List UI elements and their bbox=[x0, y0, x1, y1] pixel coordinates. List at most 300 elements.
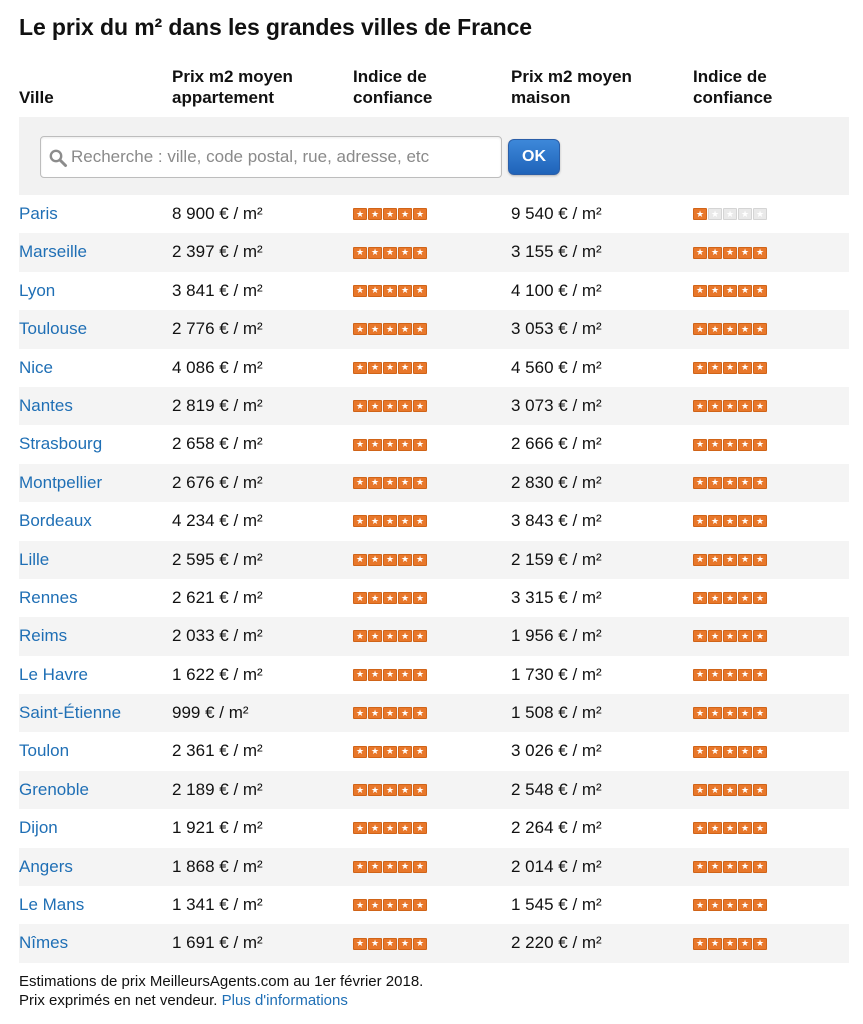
table-row bbox=[19, 541, 849, 579]
confiance-appartement bbox=[353, 464, 427, 502]
confidence-rating bbox=[353, 195, 427, 233]
prix-appartement: 1 921 € / m² bbox=[172, 818, 263, 838]
header-prix-maison bbox=[511, 66, 632, 108]
star-icon: ★ bbox=[738, 707, 752, 719]
star-icon: ★ bbox=[753, 630, 767, 642]
prix-maison: 1 545 € / m² bbox=[511, 895, 602, 915]
star-icon: ★ bbox=[368, 323, 382, 335]
confidence-rating bbox=[693, 579, 767, 617]
star-icon: ★ bbox=[353, 630, 367, 642]
prix-maison: 3 053 € / m² bbox=[511, 319, 602, 339]
confidence-rating bbox=[693, 272, 767, 310]
city-link[interactable]: Rennes bbox=[19, 587, 78, 607]
confidence-rating bbox=[693, 541, 767, 579]
header-confiance-appartement-line1: Indice de bbox=[353, 67, 427, 86]
confiance-appartement bbox=[353, 771, 427, 809]
confiance-maison bbox=[693, 809, 767, 847]
star-icon: ★ bbox=[368, 208, 382, 220]
star-icon: ★ bbox=[738, 515, 752, 527]
confiance-maison bbox=[693, 464, 767, 502]
star-icon: ★ bbox=[693, 439, 707, 451]
star-icon: ★ bbox=[398, 822, 412, 834]
city-link[interactable]: Grenoble bbox=[19, 779, 89, 799]
table-row bbox=[19, 272, 849, 310]
star-icon: ★ bbox=[723, 439, 737, 451]
star-icon: ★ bbox=[753, 323, 767, 335]
star-icon: ★ bbox=[708, 592, 722, 604]
footer-line2 bbox=[19, 991, 423, 1010]
confidence-rating bbox=[693, 809, 767, 847]
star-icon: ★ bbox=[368, 938, 382, 950]
city-link[interactable]: Lyon bbox=[19, 280, 56, 300]
confidence-rating bbox=[353, 694, 427, 732]
confiance-appartement bbox=[353, 502, 427, 540]
prix-appartement: 2 776 € / m² bbox=[172, 319, 263, 339]
city-link[interactable]: Lille bbox=[19, 549, 50, 569]
header-prix-appartement-line1: Prix m2 moyen bbox=[172, 67, 293, 86]
star-icon: ★ bbox=[353, 400, 367, 412]
star-icon: ★ bbox=[723, 515, 737, 527]
prix-maison: 1 508 € / m² bbox=[511, 703, 602, 723]
city-link[interactable]: Montpellier bbox=[19, 472, 103, 492]
star-icon: ★ bbox=[383, 285, 397, 297]
star-icon: ★ bbox=[693, 669, 707, 681]
star-icon: ★ bbox=[383, 247, 397, 259]
confiance-maison bbox=[693, 656, 767, 694]
city-link[interactable]: Angers bbox=[19, 856, 73, 876]
prix-maison: 4 560 € / m² bbox=[511, 357, 602, 377]
star-icon: ★ bbox=[723, 554, 737, 566]
confiance-appartement bbox=[353, 732, 427, 770]
star-icon: ★ bbox=[368, 554, 382, 566]
star-icon: ★ bbox=[413, 707, 427, 719]
star-icon: ★ bbox=[738, 400, 752, 412]
star-icon: ★ bbox=[738, 746, 752, 758]
city-link[interactable]: Le Havre bbox=[19, 664, 88, 684]
table-row bbox=[19, 579, 849, 617]
star-icon: ★ bbox=[708, 784, 722, 796]
confiance-appartement bbox=[353, 924, 427, 962]
star-icon: ★ bbox=[708, 938, 722, 950]
city-link[interactable]: Paris bbox=[19, 204, 58, 223]
star-icon: ★ bbox=[693, 515, 707, 527]
table-row bbox=[19, 502, 849, 540]
prix-maison: 2 548 € / m² bbox=[511, 779, 602, 799]
star-icon: ★ bbox=[383, 362, 397, 374]
city-link[interactable]: Nice bbox=[19, 357, 54, 377]
prix-maison: 3 026 € / m² bbox=[511, 741, 602, 761]
star-icon: ★ bbox=[708, 247, 722, 259]
city-link[interactable]: Marseille bbox=[19, 242, 88, 262]
star-icon: ★ bbox=[708, 746, 722, 758]
table-row bbox=[19, 425, 849, 463]
star-icon: ★ bbox=[383, 746, 397, 758]
star-icon: ★ bbox=[708, 822, 722, 834]
star-icon: ★ bbox=[398, 592, 412, 604]
city-link[interactable]: Nîmes bbox=[19, 933, 69, 953]
star-icon: ★ bbox=[413, 247, 427, 259]
star-icon: ★ bbox=[383, 554, 397, 566]
star-icon: ★ bbox=[383, 784, 397, 796]
prix-maison: 3 155 € / m² bbox=[511, 242, 602, 262]
header-prix-maison-line2: maison bbox=[511, 88, 571, 107]
prix-maison: 1 956 € / m² bbox=[511, 626, 602, 646]
star-icon: ★ bbox=[723, 746, 737, 758]
star-icon: ★ bbox=[738, 630, 752, 642]
confiance-appartement bbox=[353, 579, 427, 617]
star-icon: ★ bbox=[753, 247, 767, 259]
star-icon: ★ bbox=[693, 477, 707, 489]
star-icon: ★ bbox=[413, 477, 427, 489]
star-icon: ★ bbox=[353, 285, 367, 297]
star-icon: ★ bbox=[723, 938, 737, 950]
confidence-rating bbox=[353, 579, 427, 617]
star-icon: ★ bbox=[368, 822, 382, 834]
star-icon: ★ bbox=[383, 899, 397, 911]
star-icon: ★ bbox=[398, 439, 412, 451]
star-icon: ★ bbox=[693, 554, 707, 566]
header-prix-appartement bbox=[172, 66, 293, 108]
star-icon: ★ bbox=[413, 515, 427, 527]
confidence-rating bbox=[353, 272, 427, 310]
star-icon: ★ bbox=[693, 592, 707, 604]
table-row bbox=[19, 464, 849, 502]
confidence-rating bbox=[693, 425, 767, 463]
prix-maison: 4 100 € / m² bbox=[511, 280, 602, 300]
prix-maison: 1 730 € / m² bbox=[511, 664, 602, 684]
table-row bbox=[19, 310, 849, 348]
star-icon: ★ bbox=[368, 861, 382, 873]
table-row bbox=[19, 848, 849, 886]
prix-maison: 2 830 € / m² bbox=[511, 472, 602, 492]
star-icon: ★ bbox=[383, 323, 397, 335]
prix-appartement: 2 595 € / m² bbox=[172, 549, 263, 569]
confiance-maison bbox=[693, 694, 767, 732]
star-icon: ★ bbox=[353, 515, 367, 527]
confiance-maison bbox=[693, 579, 767, 617]
city-link[interactable]: Bordeaux bbox=[19, 511, 92, 531]
confiance-appartement bbox=[353, 195, 427, 233]
prix-appartement: 1 622 € / m² bbox=[172, 664, 263, 684]
star-icon: ★ bbox=[753, 362, 767, 374]
star-icon: ★ bbox=[723, 247, 737, 259]
star-icon: ★ bbox=[708, 400, 722, 412]
confiance-maison bbox=[693, 502, 767, 540]
prix-maison: 2 666 € / m² bbox=[511, 434, 602, 454]
confiance-maison bbox=[693, 924, 767, 962]
star-icon: ★ bbox=[723, 669, 737, 681]
confidence-rating bbox=[693, 464, 767, 502]
star-icon: ★ bbox=[353, 784, 367, 796]
confiance-appartement bbox=[353, 886, 427, 924]
confidence-rating bbox=[693, 195, 767, 233]
confidence-rating bbox=[353, 233, 427, 271]
table-row bbox=[19, 771, 849, 809]
prix-appartement: 2 361 € / m² bbox=[172, 741, 263, 761]
prix-appartement: 3 841 € / m² bbox=[172, 280, 263, 300]
star-icon: ★ bbox=[738, 784, 752, 796]
table-row bbox=[19, 886, 849, 924]
star-icon: ★ bbox=[738, 439, 752, 451]
confidence-rating bbox=[353, 541, 427, 579]
star-icon: ★ bbox=[723, 822, 737, 834]
confidence-rating bbox=[693, 387, 767, 425]
star-icon: ★ bbox=[753, 938, 767, 950]
prix-appartement: 2 189 € / m² bbox=[172, 779, 263, 799]
search-input[interactable] bbox=[71, 137, 499, 177]
header-confiance-appartement bbox=[353, 66, 432, 108]
city-link[interactable]: Dijon bbox=[19, 818, 58, 838]
star-icon: ★ bbox=[693, 938, 707, 950]
star-icon: ★ bbox=[738, 285, 752, 297]
city-link[interactable]: Nantes bbox=[19, 395, 73, 415]
star-icon: ★ bbox=[723, 861, 737, 873]
table-row bbox=[19, 195, 849, 233]
star-icon: ★ bbox=[693, 247, 707, 259]
confidence-rating bbox=[353, 886, 427, 924]
star-icon: ★ bbox=[708, 515, 722, 527]
star-icon: ★ bbox=[383, 439, 397, 451]
confidence-rating bbox=[353, 656, 427, 694]
star-icon: ★ bbox=[693, 323, 707, 335]
confidence-rating bbox=[693, 694, 767, 732]
star-icon: ★ bbox=[413, 285, 427, 297]
star-icon: ★ bbox=[368, 247, 382, 259]
confiance-appartement bbox=[353, 387, 427, 425]
confidence-rating bbox=[693, 886, 767, 924]
star-icon: ★ bbox=[353, 861, 367, 873]
header-prix-maison-line1: Prix m2 moyen bbox=[511, 67, 632, 86]
city-link[interactable]: Saint-Étienne bbox=[19, 703, 122, 723]
star-icon: ★ bbox=[693, 630, 707, 642]
star-icon: ★ bbox=[753, 285, 767, 297]
city-link[interactable]: Toulouse bbox=[19, 319, 88, 339]
star-icon: ★ bbox=[413, 439, 427, 451]
star-icon: ★ bbox=[353, 323, 367, 335]
star-icon: ★ bbox=[693, 784, 707, 796]
table-row bbox=[19, 809, 849, 847]
star-icon: ★ bbox=[413, 554, 427, 566]
star-icon: ★ bbox=[708, 439, 722, 451]
prix-appartement: 999 € / m² bbox=[172, 703, 249, 723]
star-icon: ★ bbox=[353, 746, 367, 758]
confidence-rating bbox=[353, 502, 427, 540]
star-icon: ★ bbox=[383, 861, 397, 873]
star-icon: ★ bbox=[723, 400, 737, 412]
confidence-rating bbox=[353, 464, 427, 502]
star-icon: ★ bbox=[753, 707, 767, 719]
star-icon: ★ bbox=[413, 208, 427, 220]
header-confiance-appartement-line2: confiance bbox=[353, 88, 433, 107]
prix-appartement: 2 676 € / m² bbox=[172, 472, 263, 492]
star-icon: ★ bbox=[693, 208, 707, 220]
star-icon: ★ bbox=[368, 592, 382, 604]
confidence-rating bbox=[353, 310, 427, 348]
star-icon: ★ bbox=[368, 515, 382, 527]
star-icon: ★ bbox=[353, 707, 367, 719]
confidence-rating bbox=[693, 771, 767, 809]
city-link[interactable]: Toulon bbox=[19, 741, 70, 761]
star-icon: ★ bbox=[693, 400, 707, 412]
star-icon: ★ bbox=[398, 899, 412, 911]
star-icon: ★ bbox=[413, 400, 427, 412]
header-confiance-maison-line2: confiance bbox=[693, 88, 773, 107]
star-icon: ★ bbox=[383, 707, 397, 719]
star-icon: ★ bbox=[753, 784, 767, 796]
star-icon: ★ bbox=[693, 899, 707, 911]
star-icon: ★ bbox=[353, 554, 367, 566]
confiance-appartement bbox=[353, 694, 427, 732]
star-icon: ★ bbox=[723, 707, 737, 719]
confiance-appartement bbox=[353, 272, 427, 310]
star-icon: ★ bbox=[708, 630, 722, 642]
city-link[interactable]: Le Mans bbox=[19, 895, 85, 915]
prix-appartement: 1 341 € / m² bbox=[172, 895, 263, 915]
confiance-appartement bbox=[353, 656, 427, 694]
prix-maison: 2 159 € / m² bbox=[511, 549, 602, 569]
star-icon: ★ bbox=[398, 861, 412, 873]
star-icon: ★ bbox=[398, 669, 412, 681]
confidence-rating bbox=[353, 732, 427, 770]
star-icon: ★ bbox=[368, 669, 382, 681]
prix-maison: 3 073 € / m² bbox=[511, 395, 602, 415]
star-icon: ★ bbox=[368, 362, 382, 374]
star-icon: ★ bbox=[738, 669, 752, 681]
star-icon: ★ bbox=[353, 669, 367, 681]
search-icon bbox=[48, 148, 68, 168]
star-icon: ★ bbox=[708, 669, 722, 681]
confidence-rating bbox=[353, 349, 427, 387]
confiance-appartement bbox=[353, 809, 427, 847]
confidence-rating bbox=[353, 387, 427, 425]
star-icon: ★ bbox=[353, 899, 367, 911]
star-icon: ★ bbox=[413, 746, 427, 758]
star-icon: ★ bbox=[738, 861, 752, 873]
star-icon: ★ bbox=[723, 592, 737, 604]
star-icon: ★ bbox=[693, 746, 707, 758]
prix-appartement: 8 900 € / m² bbox=[172, 204, 263, 223]
confiance-maison bbox=[693, 771, 767, 809]
star-icon: ★ bbox=[398, 784, 412, 796]
prix-appartement: 2 819 € / m² bbox=[172, 395, 263, 415]
star-icon: ★ bbox=[398, 554, 412, 566]
footer-note bbox=[19, 972, 423, 1010]
star-icon: ★ bbox=[398, 323, 412, 335]
star-icon: ★ bbox=[353, 208, 367, 220]
prix-appartement: 2 397 € / m² bbox=[172, 242, 263, 262]
star-icon: ★ bbox=[368, 285, 382, 297]
city-link[interactable]: Strasbourg bbox=[19, 434, 103, 454]
star-icon: ★ bbox=[398, 515, 412, 527]
table-row bbox=[19, 924, 849, 962]
table-row bbox=[19, 349, 849, 387]
star-icon: ★ bbox=[413, 362, 427, 374]
header-confiance-maison bbox=[693, 66, 772, 108]
star-icon: ★ bbox=[353, 592, 367, 604]
page-title: Le prix du m² dans les grandes villes de France bbox=[19, 14, 532, 40]
confiance-appartement bbox=[353, 617, 427, 655]
confidence-rating bbox=[693, 848, 767, 886]
prix-maison: 9 540 € / m² bbox=[511, 204, 602, 223]
prix-maison: 2 220 € / m² bbox=[511, 933, 602, 953]
confidence-rating bbox=[693, 349, 767, 387]
confiance-appartement bbox=[353, 425, 427, 463]
confidence-rating bbox=[353, 848, 427, 886]
star-icon: ★ bbox=[753, 861, 767, 873]
prix-maison: 2 014 € / m² bbox=[511, 856, 602, 876]
star-icon: ★ bbox=[368, 630, 382, 642]
confidence-rating bbox=[693, 732, 767, 770]
footer-line1: Estimations de prix MeilleursAgents.com au 1er février 2018. bbox=[19, 973, 424, 990]
star-icon: ★ bbox=[413, 861, 427, 873]
star-icon: ★ bbox=[738, 362, 752, 374]
confidence-rating bbox=[693, 310, 767, 348]
confiance-maison bbox=[693, 272, 767, 310]
star-icon: ★ bbox=[353, 247, 367, 259]
star-icon: ★ bbox=[398, 707, 412, 719]
prix-appartement: 4 234 € / m² bbox=[172, 511, 263, 531]
star-icon: ★ bbox=[383, 938, 397, 950]
star-icon: ★ bbox=[383, 477, 397, 489]
confidence-rating bbox=[353, 425, 427, 463]
confiance-maison bbox=[693, 886, 767, 924]
header-prix-appartement-line2: appartement bbox=[172, 88, 275, 107]
confidence-rating bbox=[693, 924, 767, 962]
search-box bbox=[40, 136, 502, 178]
confidence-rating bbox=[693, 617, 767, 655]
table-row bbox=[19, 656, 849, 694]
star-icon: ★ bbox=[738, 247, 752, 259]
star-icon: ★ bbox=[708, 285, 722, 297]
star-icon: ★ bbox=[398, 477, 412, 489]
star-icon: ★ bbox=[413, 630, 427, 642]
confiance-appartement bbox=[353, 848, 427, 886]
table-row bbox=[19, 617, 849, 655]
confiance-maison bbox=[693, 310, 767, 348]
confiance-maison bbox=[693, 195, 767, 233]
star-icon: ★ bbox=[413, 592, 427, 604]
city-link[interactable]: Reims bbox=[19, 626, 68, 646]
confiance-appartement bbox=[353, 310, 427, 348]
star-icon: ★ bbox=[353, 938, 367, 950]
confidence-rating bbox=[353, 809, 427, 847]
prix-appartement: 4 086 € / m² bbox=[172, 357, 263, 377]
star-icon: ★ bbox=[738, 208, 752, 220]
table-row bbox=[19, 233, 849, 271]
confiance-maison bbox=[693, 425, 767, 463]
star-icon: ★ bbox=[708, 323, 722, 335]
star-icon: ★ bbox=[413, 784, 427, 796]
star-icon: ★ bbox=[353, 439, 367, 451]
star-icon: ★ bbox=[753, 515, 767, 527]
header-ville-label: Ville bbox=[19, 88, 54, 107]
confiance-maison bbox=[693, 387, 767, 425]
confiance-maison bbox=[693, 617, 767, 655]
star-icon: ★ bbox=[708, 899, 722, 911]
star-icon: ★ bbox=[353, 822, 367, 834]
prix-appartement: 2 658 € / m² bbox=[172, 434, 263, 454]
star-icon: ★ bbox=[738, 822, 752, 834]
star-icon: ★ bbox=[723, 285, 737, 297]
star-icon: ★ bbox=[753, 477, 767, 489]
confidence-rating bbox=[353, 617, 427, 655]
star-icon: ★ bbox=[708, 477, 722, 489]
star-icon: ★ bbox=[398, 247, 412, 259]
more-info-link[interactable]: Plus d'informations bbox=[221, 992, 348, 1009]
star-icon: ★ bbox=[383, 822, 397, 834]
prix-maison: 3 843 € / m² bbox=[511, 511, 602, 531]
ok-button[interactable]: OK bbox=[508, 139, 560, 175]
